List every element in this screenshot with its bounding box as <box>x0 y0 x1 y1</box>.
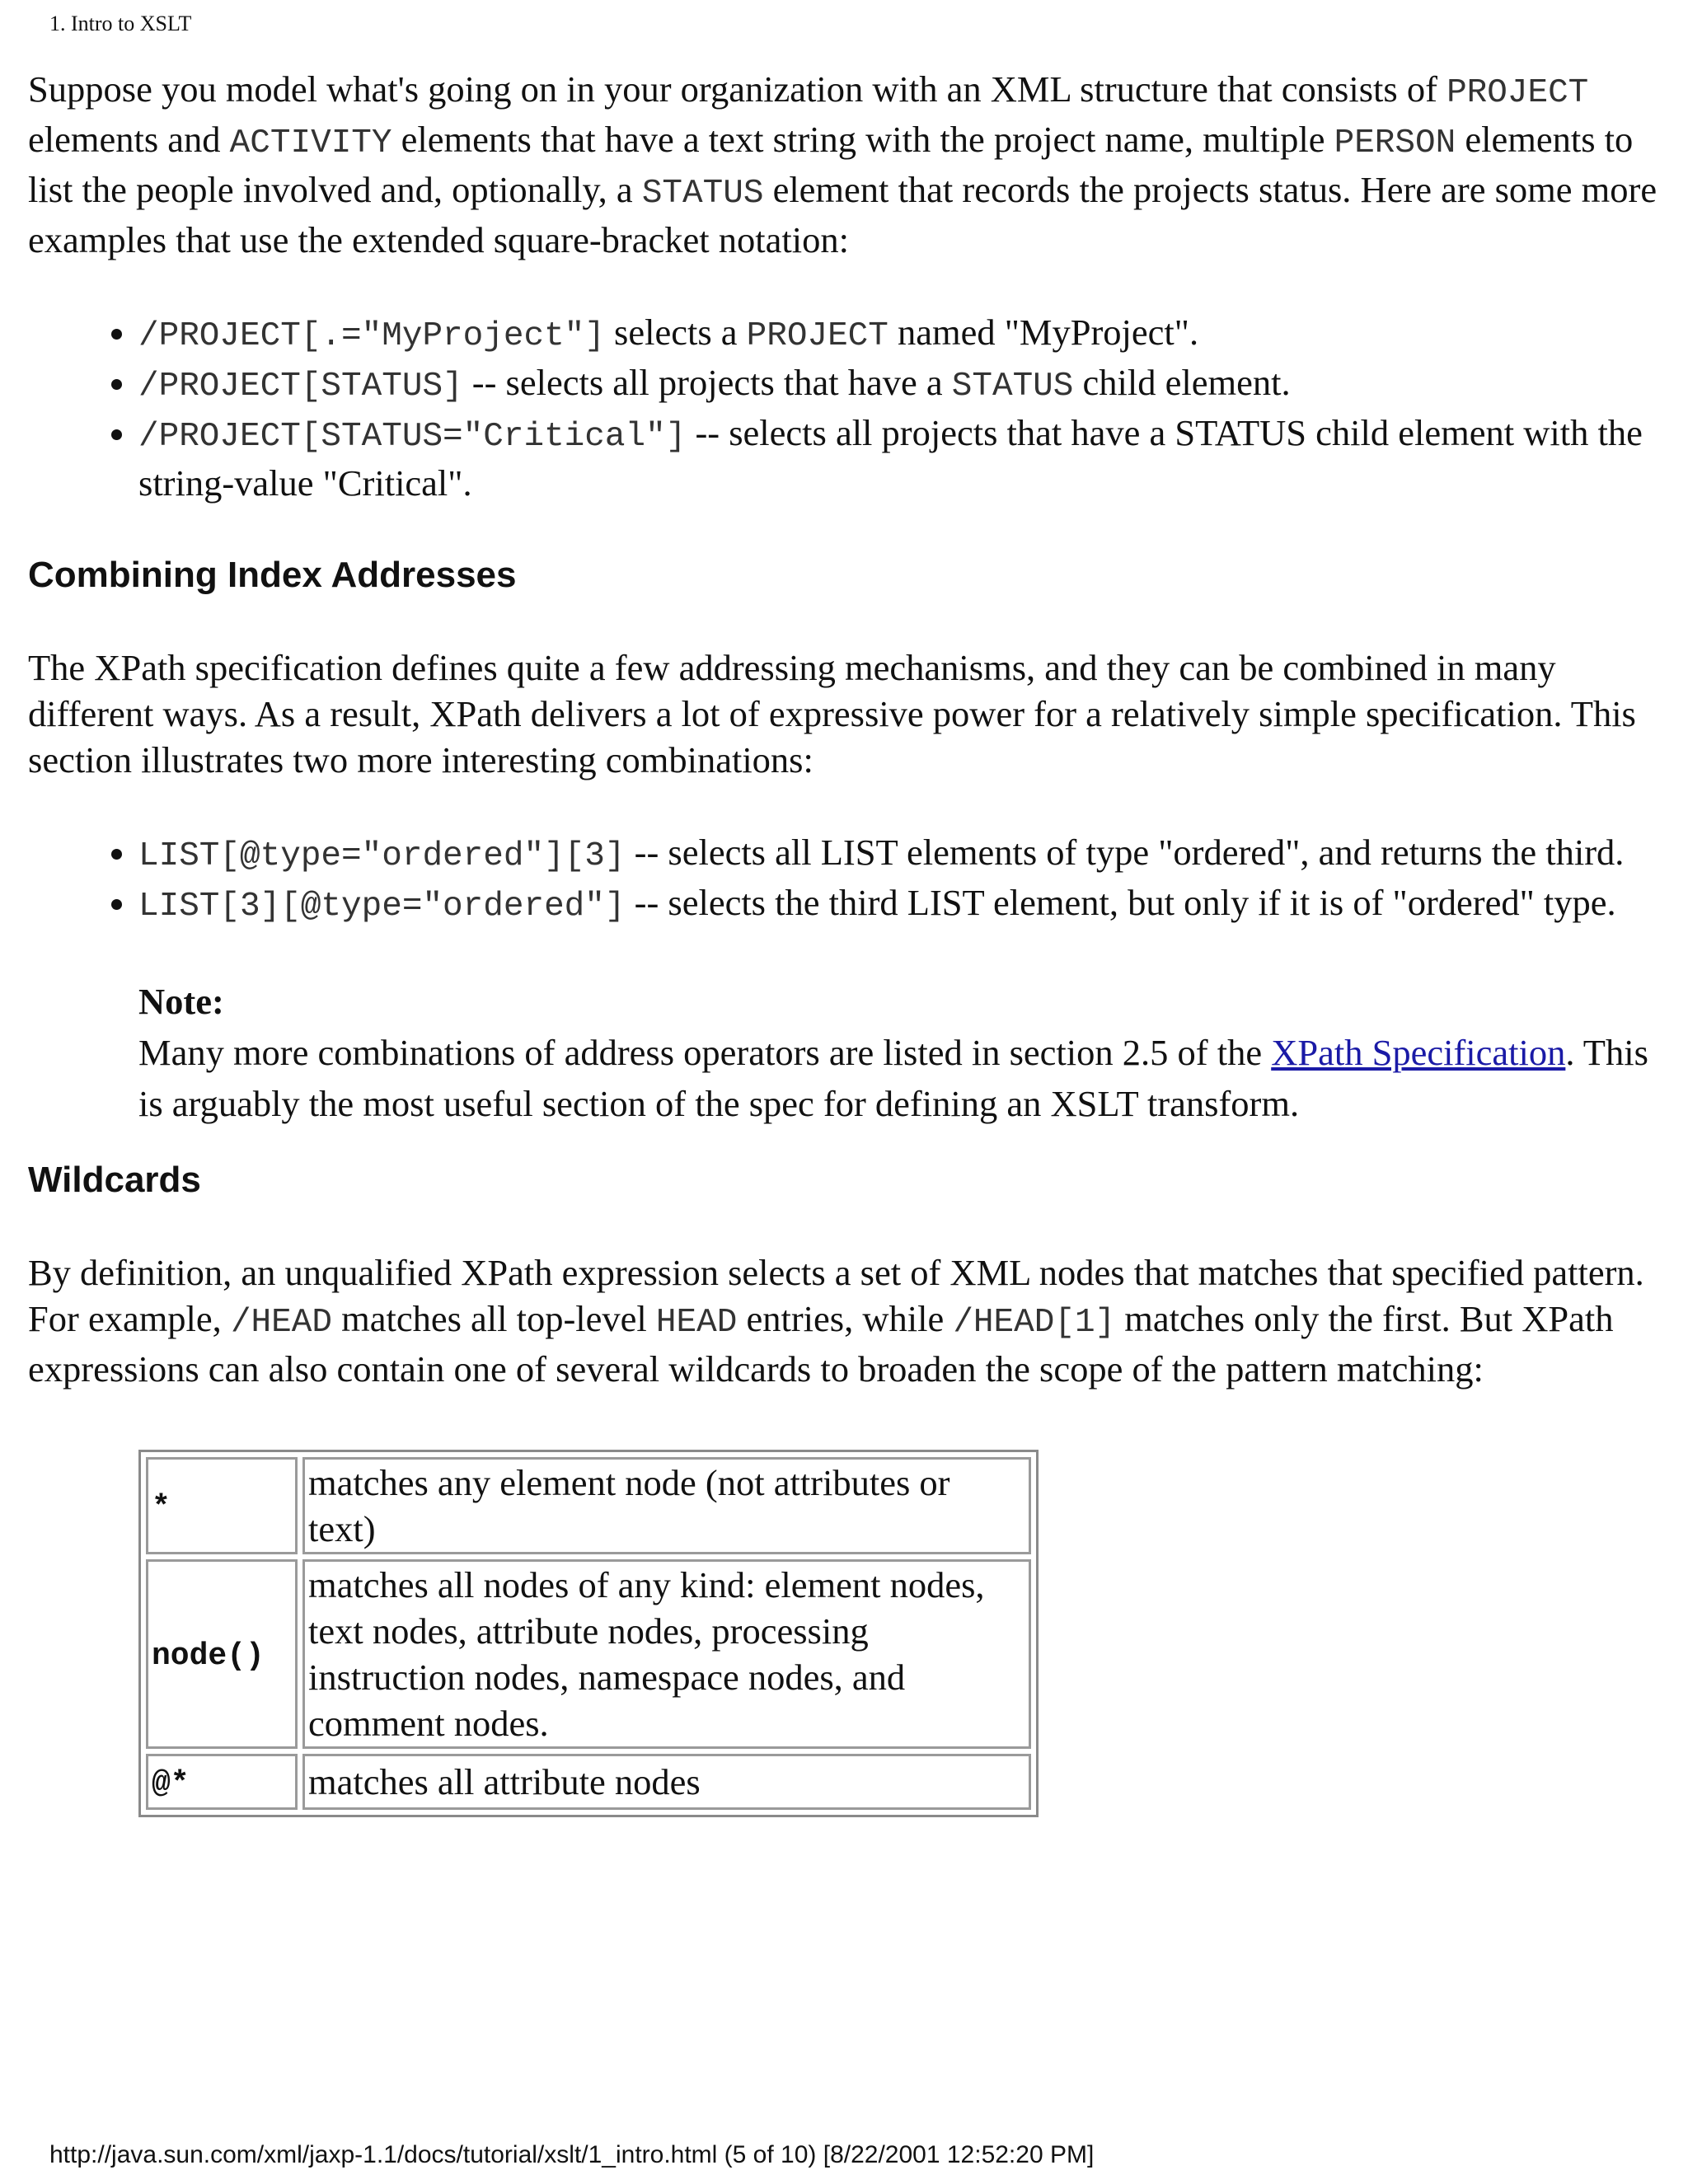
list-item <box>138 410 1668 506</box>
wildcard-code: node() <box>152 1638 265 1674</box>
page-footer-url: http://java.sun.com/xml/jaxp-1.1/docs/tutorial/xslt/1_intro.html (5 of 10) [8/22/2001 12:52:20 PM] <box>49 2141 1095 2168</box>
note-text-part: . This is arguably the most useful section of the spec for defining an XSLT transform. <box>138 1032 1648 1124</box>
item-text: child element. <box>1073 362 1291 403</box>
xpath-code: PROJECT <box>746 317 889 355</box>
table-cell-description: matches all attribute nodes <box>302 1754 1031 1810</box>
intro-text: elements to list the people involved and, optionally, a <box>28 119 1634 210</box>
note-block <box>138 976 1668 1129</box>
list-item <box>138 309 1668 359</box>
note-text <box>138 1027 1668 1129</box>
table-row <box>146 1457 1031 1554</box>
page-content <box>28 66 1668 1817</box>
note-text-part: Many more combinations of address operators are listed in section 2.5 of the <box>138 1032 1272 1073</box>
xpath-specification-link[interactable]: XPath Specification <box>1271 1032 1566 1073</box>
wildcard-code: * <box>152 1490 171 1526</box>
paragraph-text: By definition, an unqualified XPath expression selects a set of XML nodes that matches that specified pattern. For example, <box>28 1252 1644 1339</box>
code-head: HEAD <box>655 1304 738 1342</box>
xpath-code: STATUS <box>951 368 1074 405</box>
item-text: -- selects the third LIST element, but only if it is of "ordered" type. <box>625 882 1616 923</box>
intro-text: Suppose you model what's going on in your organization with an XML structure that consists of <box>28 68 1447 110</box>
section-heading-combining: Combining Index Addresses <box>28 555 517 595</box>
section-heading-wildcards: Wildcards <box>28 1160 201 1200</box>
code-person: PERSON <box>1334 124 1456 162</box>
item-text: -- selects all projects that have a <box>462 362 952 403</box>
examples-list <box>28 309 1668 506</box>
item-text: -- selects all projects that have a STATUS child element with the string-value "Critical". <box>138 412 1643 504</box>
table-cell-key <box>146 1559 298 1749</box>
code-project: PROJECT <box>1447 74 1589 112</box>
paragraph-text: entries, while <box>737 1298 954 1339</box>
table-row <box>146 1754 1031 1810</box>
page-header: 1. Intro to XSLT <box>49 12 192 35</box>
intro-paragraph <box>28 66 1668 263</box>
code-head: /HEAD <box>230 1304 332 1342</box>
paragraph-text: matches only the first. But XPath expressions can also contain one of several wildcards to broaden the scope of the pattern matching: <box>28 1298 1614 1390</box>
item-text: named "MyProject". <box>888 312 1199 353</box>
xpath-code: /PROJECT[STATUS] <box>138 368 463 405</box>
table-cell-description: matches all nodes of any kind: element nodes, text nodes, attribute nodes, processing instruction nodes, namespace nodes, and comment nodes. <box>302 1559 1031 1749</box>
combinations-list <box>28 829 1668 930</box>
table-cell-key <box>146 1754 298 1810</box>
xpath-code: /PROJECT[.="MyProject"] <box>138 317 605 355</box>
wildcard-code: @* <box>152 1766 190 1802</box>
intro-text: element that records the projects status. Here are some more examples that use the extended square-bracket notation: <box>28 169 1658 260</box>
list-item <box>138 829 1668 879</box>
paragraph-text: matches all top-level <box>331 1298 656 1339</box>
table-cell-key <box>146 1457 298 1554</box>
wildcards-table <box>138 1450 1039 1817</box>
list-item <box>138 879 1668 930</box>
note-title: Note: <box>138 981 224 1022</box>
item-text: selects a <box>604 312 747 353</box>
table-row <box>146 1559 1031 1749</box>
intro-text: elements and <box>28 119 230 160</box>
item-text: -- selects all LIST elements of type "ordered", and returns the third. <box>625 832 1625 873</box>
code-status: STATUS <box>641 175 764 213</box>
xpath-code: LIST[3][@type="ordered"] <box>138 888 626 926</box>
list-item <box>138 359 1668 410</box>
table-cell-description: matches any element node (not attributes or text) <box>302 1457 1031 1554</box>
intro-text: elements that have a text string with the project name, multiple <box>392 119 1334 160</box>
combining-paragraph: The XPath specification defines quite a few addressing mechanisms, and they can be combined in many different ways. As a result, XPath delivers a lot of expressive power for a relatively simple specification. This section illustrates two more interesting combinations: <box>28 647 1636 780</box>
xpath-code: /PROJECT[STATUS="Critical"] <box>138 418 687 456</box>
wildcards-paragraph <box>28 1249 1668 1392</box>
code-head-index: /HEAD[1] <box>953 1304 1116 1342</box>
xpath-code: LIST[@type="ordered"][3] <box>138 837 626 875</box>
code-activity: ACTIVITY <box>229 124 392 162</box>
